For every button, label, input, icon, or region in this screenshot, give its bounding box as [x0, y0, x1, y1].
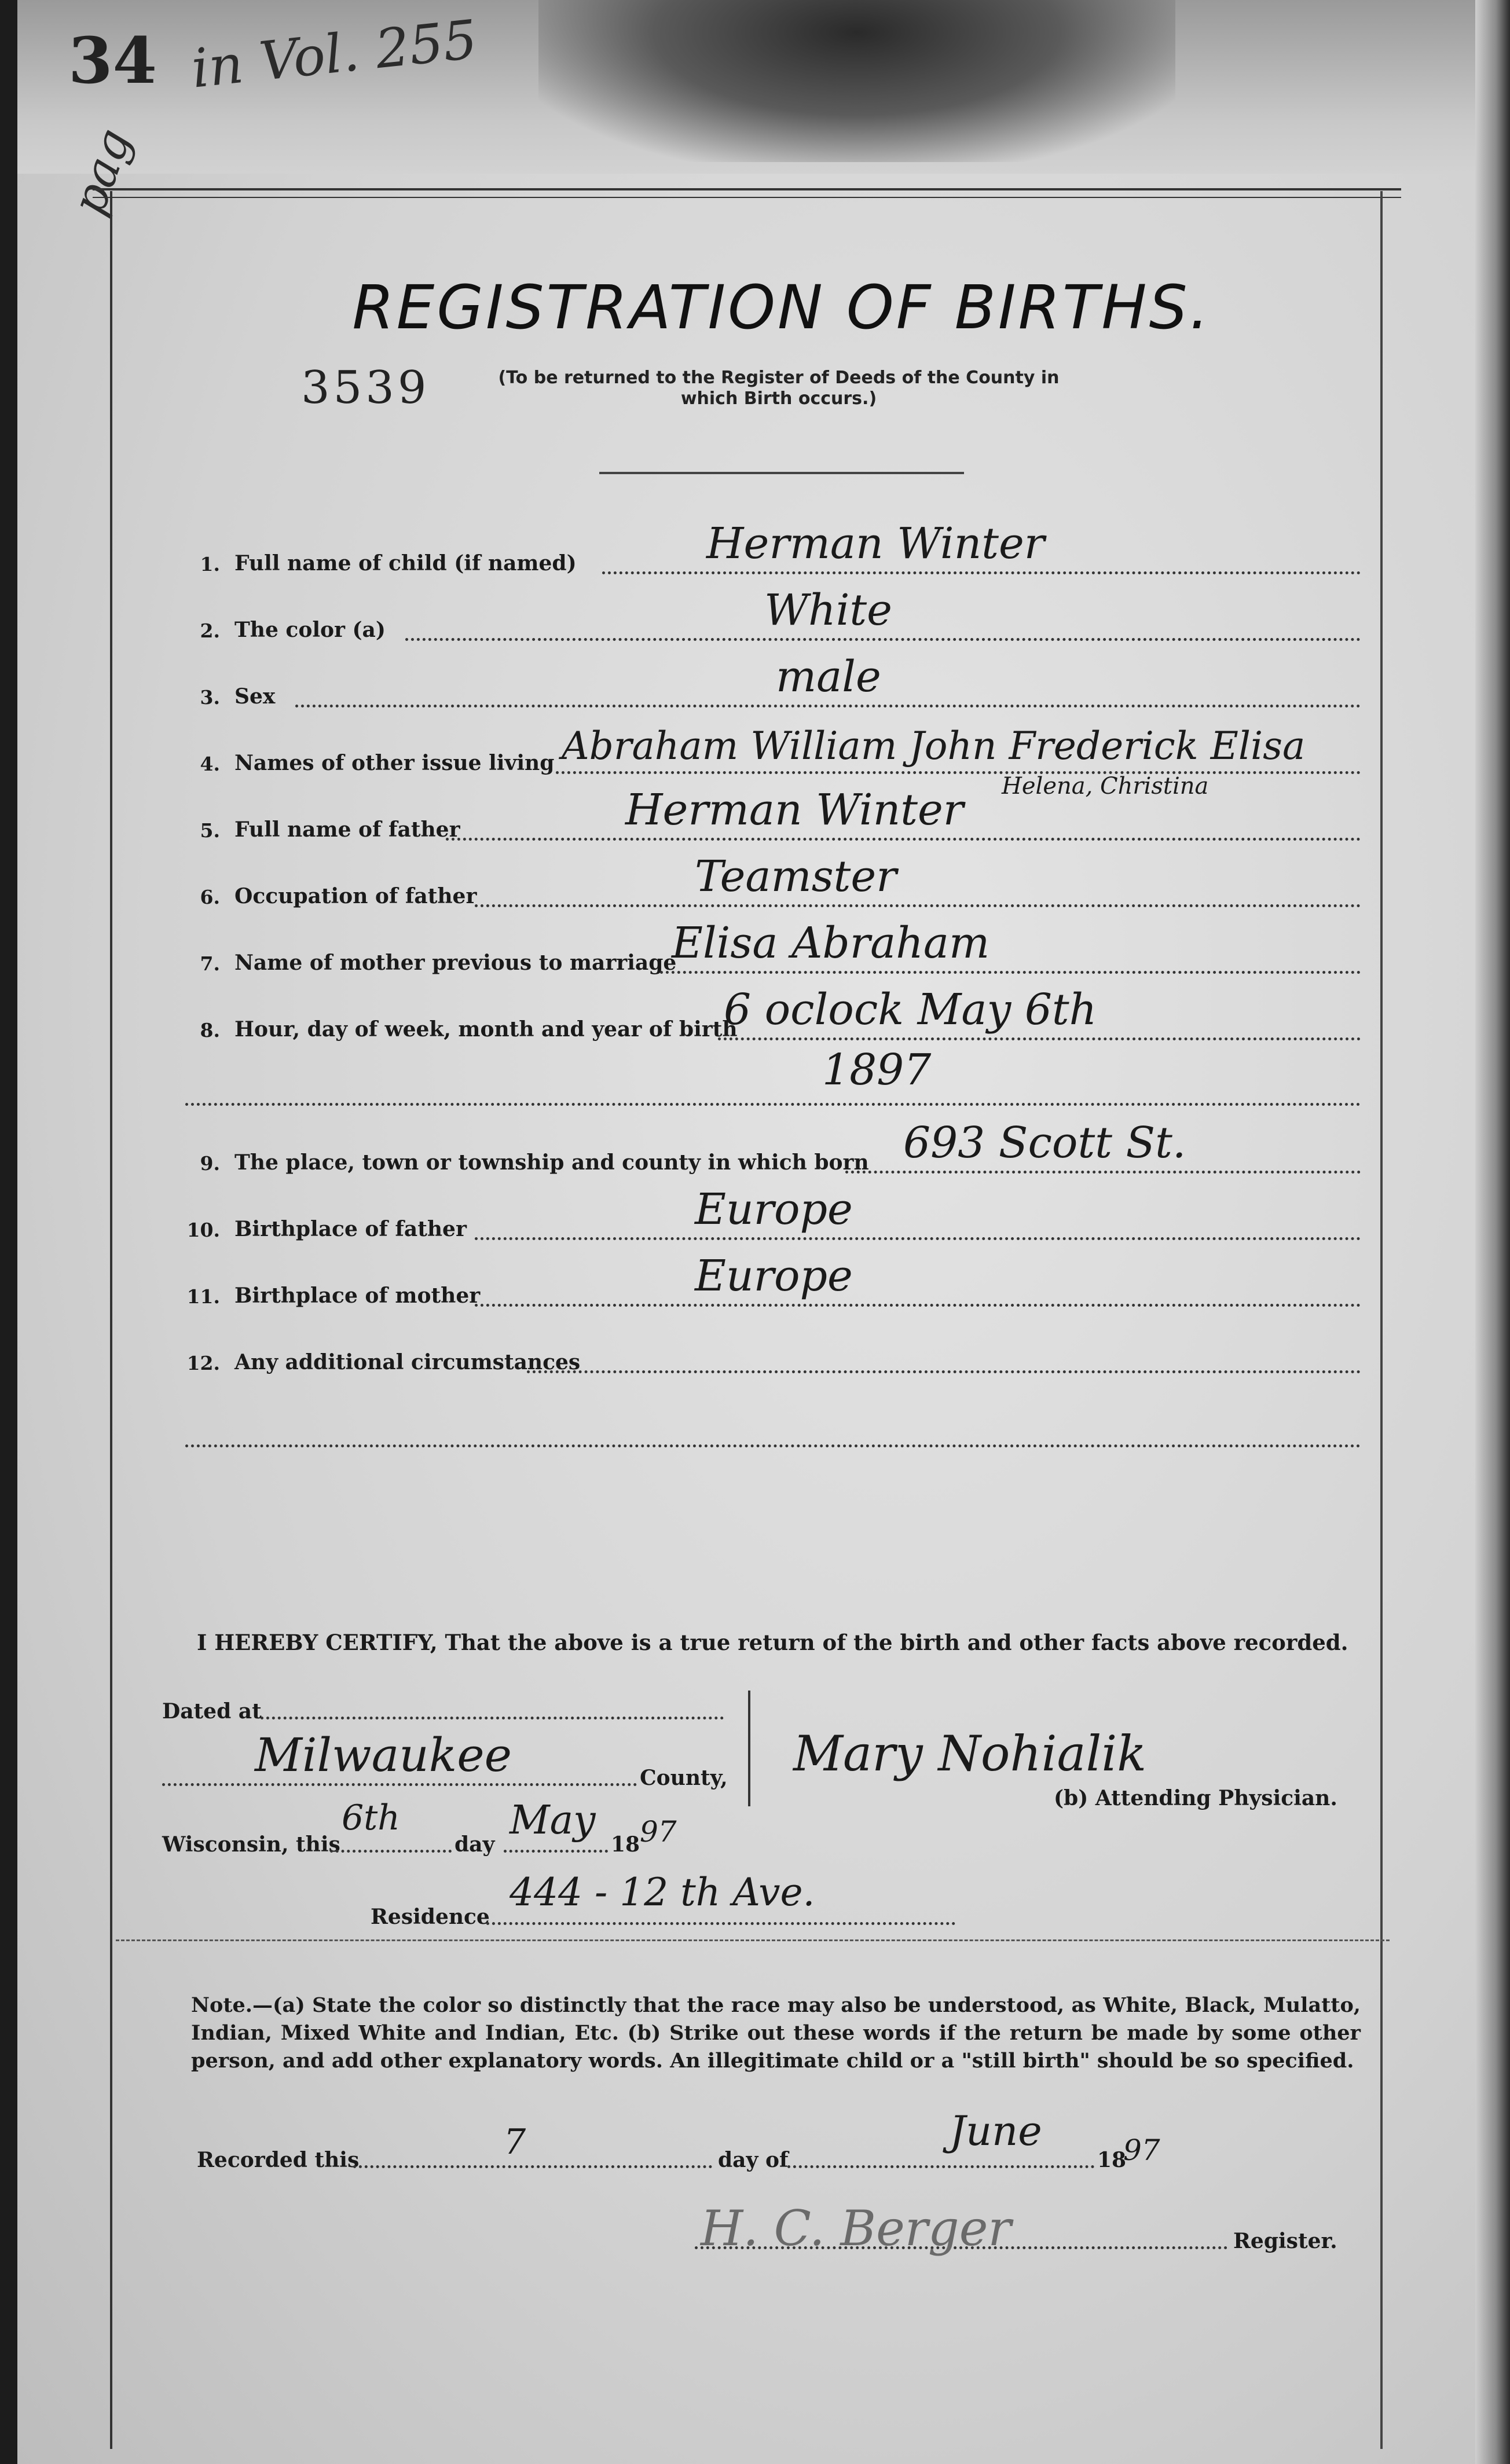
certification-statement: I HEREBY CERTIFY, That the above is a true return of the birth and other facts above recorded.: [197, 1630, 1348, 1655]
field-label: Birthplace of father: [234, 1217, 467, 1241]
recorded-year-value: 97: [1123, 2133, 1160, 2167]
field-label: Name of mother previous to marriage: [234, 951, 677, 975]
day-label: day: [455, 1832, 495, 1857]
fill-line: [527, 1370, 1361, 1373]
fill-line: [475, 1237, 1361, 1240]
county-label: County,: [640, 1766, 728, 1790]
county-value: Milwaukee: [255, 1728, 512, 1782]
field-row-birth-time: [185, 985, 1361, 1045]
field-value-birthplace: 693 Scott St.: [903, 1118, 1186, 1168]
field-row-additional-circumstances: [185, 1332, 1361, 1378]
field-value-mother-maiden-name: Elisa Abraham: [672, 918, 990, 968]
form-instruction: (To be returned to the Register of Deeds of the County in which Birth occurs.): [498, 368, 1060, 409]
fill-line-continuation: [185, 1444, 1361, 1447]
certificate-number: 3539: [301, 362, 430, 414]
field-label: Full name of father: [234, 817, 460, 842]
field-number: 7.: [200, 952, 220, 975]
field-row-child-name: [185, 519, 1361, 579]
field-number: 3.: [200, 686, 220, 709]
field-value-mother-birthplace: Europe: [695, 1251, 853, 1301]
field-value-sex: male: [776, 652, 881, 702]
dated-at-label: Dated at: [162, 1699, 262, 1724]
footnote: Note.—(a) State the color so distinctly that the race may also be understood, as White, Black, Mulatto, Indian, Mixed White and Indian, Etc. (b) Strike out these words if the return be made by some other person, and add other explanatory words. An illegitimate child or a "still birth" should be so specified.: [191, 1993, 1361, 2073]
field-number: 2.: [200, 619, 220, 642]
field-number: 12.: [186, 1352, 220, 1374]
field-row-sex: [185, 652, 1361, 712]
fill-line: [405, 638, 1361, 641]
field-row-father-occupation: [185, 852, 1361, 912]
section-divider: [116, 1939, 1390, 1941]
field-label: Any additional circumstances: [234, 1350, 581, 1374]
fill-line-continuation: [185, 1103, 1361, 1106]
fill-line: [602, 571, 1361, 574]
field-row-father-birthplace: [185, 1185, 1361, 1245]
dated-at-line: [261, 1717, 724, 1719]
physician-label: (b) Attending Physician.: [1054, 1786, 1337, 1810]
fill-line: [845, 1171, 1361, 1174]
fill-line: [660, 971, 1361, 974]
recorded-year-prefix: 18: [1097, 2148, 1127, 2172]
day-of-label: day of: [718, 2148, 789, 2172]
field-number: 4.: [200, 753, 220, 775]
year-prefix: 18: [611, 1832, 640, 1857]
field-number: 10.: [186, 1219, 220, 1241]
field-label: Sex: [234, 684, 276, 709]
fill-line: [556, 771, 1361, 774]
pencil-volume-note: in Vol. 255: [188, 8, 481, 100]
field-value-birth-year: 1897: [822, 1045, 932, 1095]
field-value-other-issue: Abraham William John Frederick Elisa: [562, 724, 1306, 768]
field-label: Occupation of father: [234, 884, 477, 908]
scan-dark-area: [538, 0, 1175, 162]
residence-value: 444 - 12 th Ave.: [510, 1870, 815, 1915]
field-number: 11.: [186, 1285, 220, 1308]
recorded-day-value: 7: [504, 2122, 526, 2162]
register-signature: H. C. Berger: [701, 2200, 1011, 2257]
day-line: [330, 1850, 452, 1853]
residence-line: [486, 1922, 955, 1925]
field-label: Birthplace of mother: [234, 1284, 481, 1308]
field-number: 1.: [200, 553, 220, 575]
certification-bracket: [748, 1691, 750, 1806]
certified-day-value: 6th: [342, 1798, 400, 1838]
certified-year-value: 97: [640, 1815, 677, 1849]
fill-line: [295, 705, 1361, 707]
county-line: [162, 1783, 637, 1786]
field-row-mother-birthplace: [185, 1251, 1361, 1311]
field-label: Full name of child (if named): [234, 551, 577, 575]
form-title: REGISTRATION OF BIRTHS.: [352, 272, 1211, 343]
wisconsin-label: Wisconsin, this: [162, 1832, 340, 1857]
fill-line: [446, 838, 1361, 841]
field-value-father-occupation: Teamster: [695, 852, 897, 901]
fill-line: [475, 1304, 1361, 1307]
physician-signature: Mary Nohialik: [793, 1725, 1147, 1782]
field-value-birth-time: 6 oclock May 6th: [724, 985, 1097, 1035]
field-number: 8.: [200, 1019, 220, 1042]
field-label: The place, town or township and county in which born: [234, 1150, 869, 1175]
field-value-color: White: [764, 585, 892, 635]
field-number: 6.: [200, 886, 220, 908]
field-row-birthplace: [185, 1118, 1361, 1178]
field-label: Hour, day of week, month and year of birth: [234, 1017, 738, 1042]
field-label: The color (a): [234, 618, 386, 642]
month-line: [504, 1850, 608, 1853]
recorded-day-line: [353, 2165, 712, 2168]
residence-label: Residence: [371, 1905, 490, 1929]
certified-month-value: May: [510, 1798, 596, 1843]
field-value-father-name: Herman Winter: [625, 785, 964, 835]
field-row-other-issue: [185, 724, 1361, 779]
field-label: Names of other issue living: [234, 751, 555, 775]
recorded-month-value: June: [950, 2107, 1042, 2155]
field-number: 9.: [200, 1152, 220, 1175]
recorded-month-line: [787, 2165, 1094, 2168]
field-row-color: [185, 585, 1361, 646]
fill-line: [718, 1037, 1361, 1040]
field-value-father-birthplace: Europe: [695, 1185, 853, 1234]
title-divider: [599, 472, 964, 474]
field-value-other-issue-continued: Helena, Christina: [1002, 773, 1209, 800]
document-page: [17, 0, 1493, 2464]
recorded-label: Recorded this: [197, 2148, 360, 2172]
register-label: Register.: [1233, 2229, 1337, 2253]
page-number: 34: [68, 23, 157, 98]
field-number: 5.: [200, 819, 220, 842]
pencil-side-note: pag: [61, 122, 142, 222]
field-value-child-name: Herman Winter: [706, 519, 1045, 569]
scan-right-edge: [1475, 0, 1510, 2464]
fill-line: [475, 904, 1361, 907]
top-border-rule: [93, 188, 1401, 190]
field-row-mother-maiden-name: [185, 918, 1361, 978]
